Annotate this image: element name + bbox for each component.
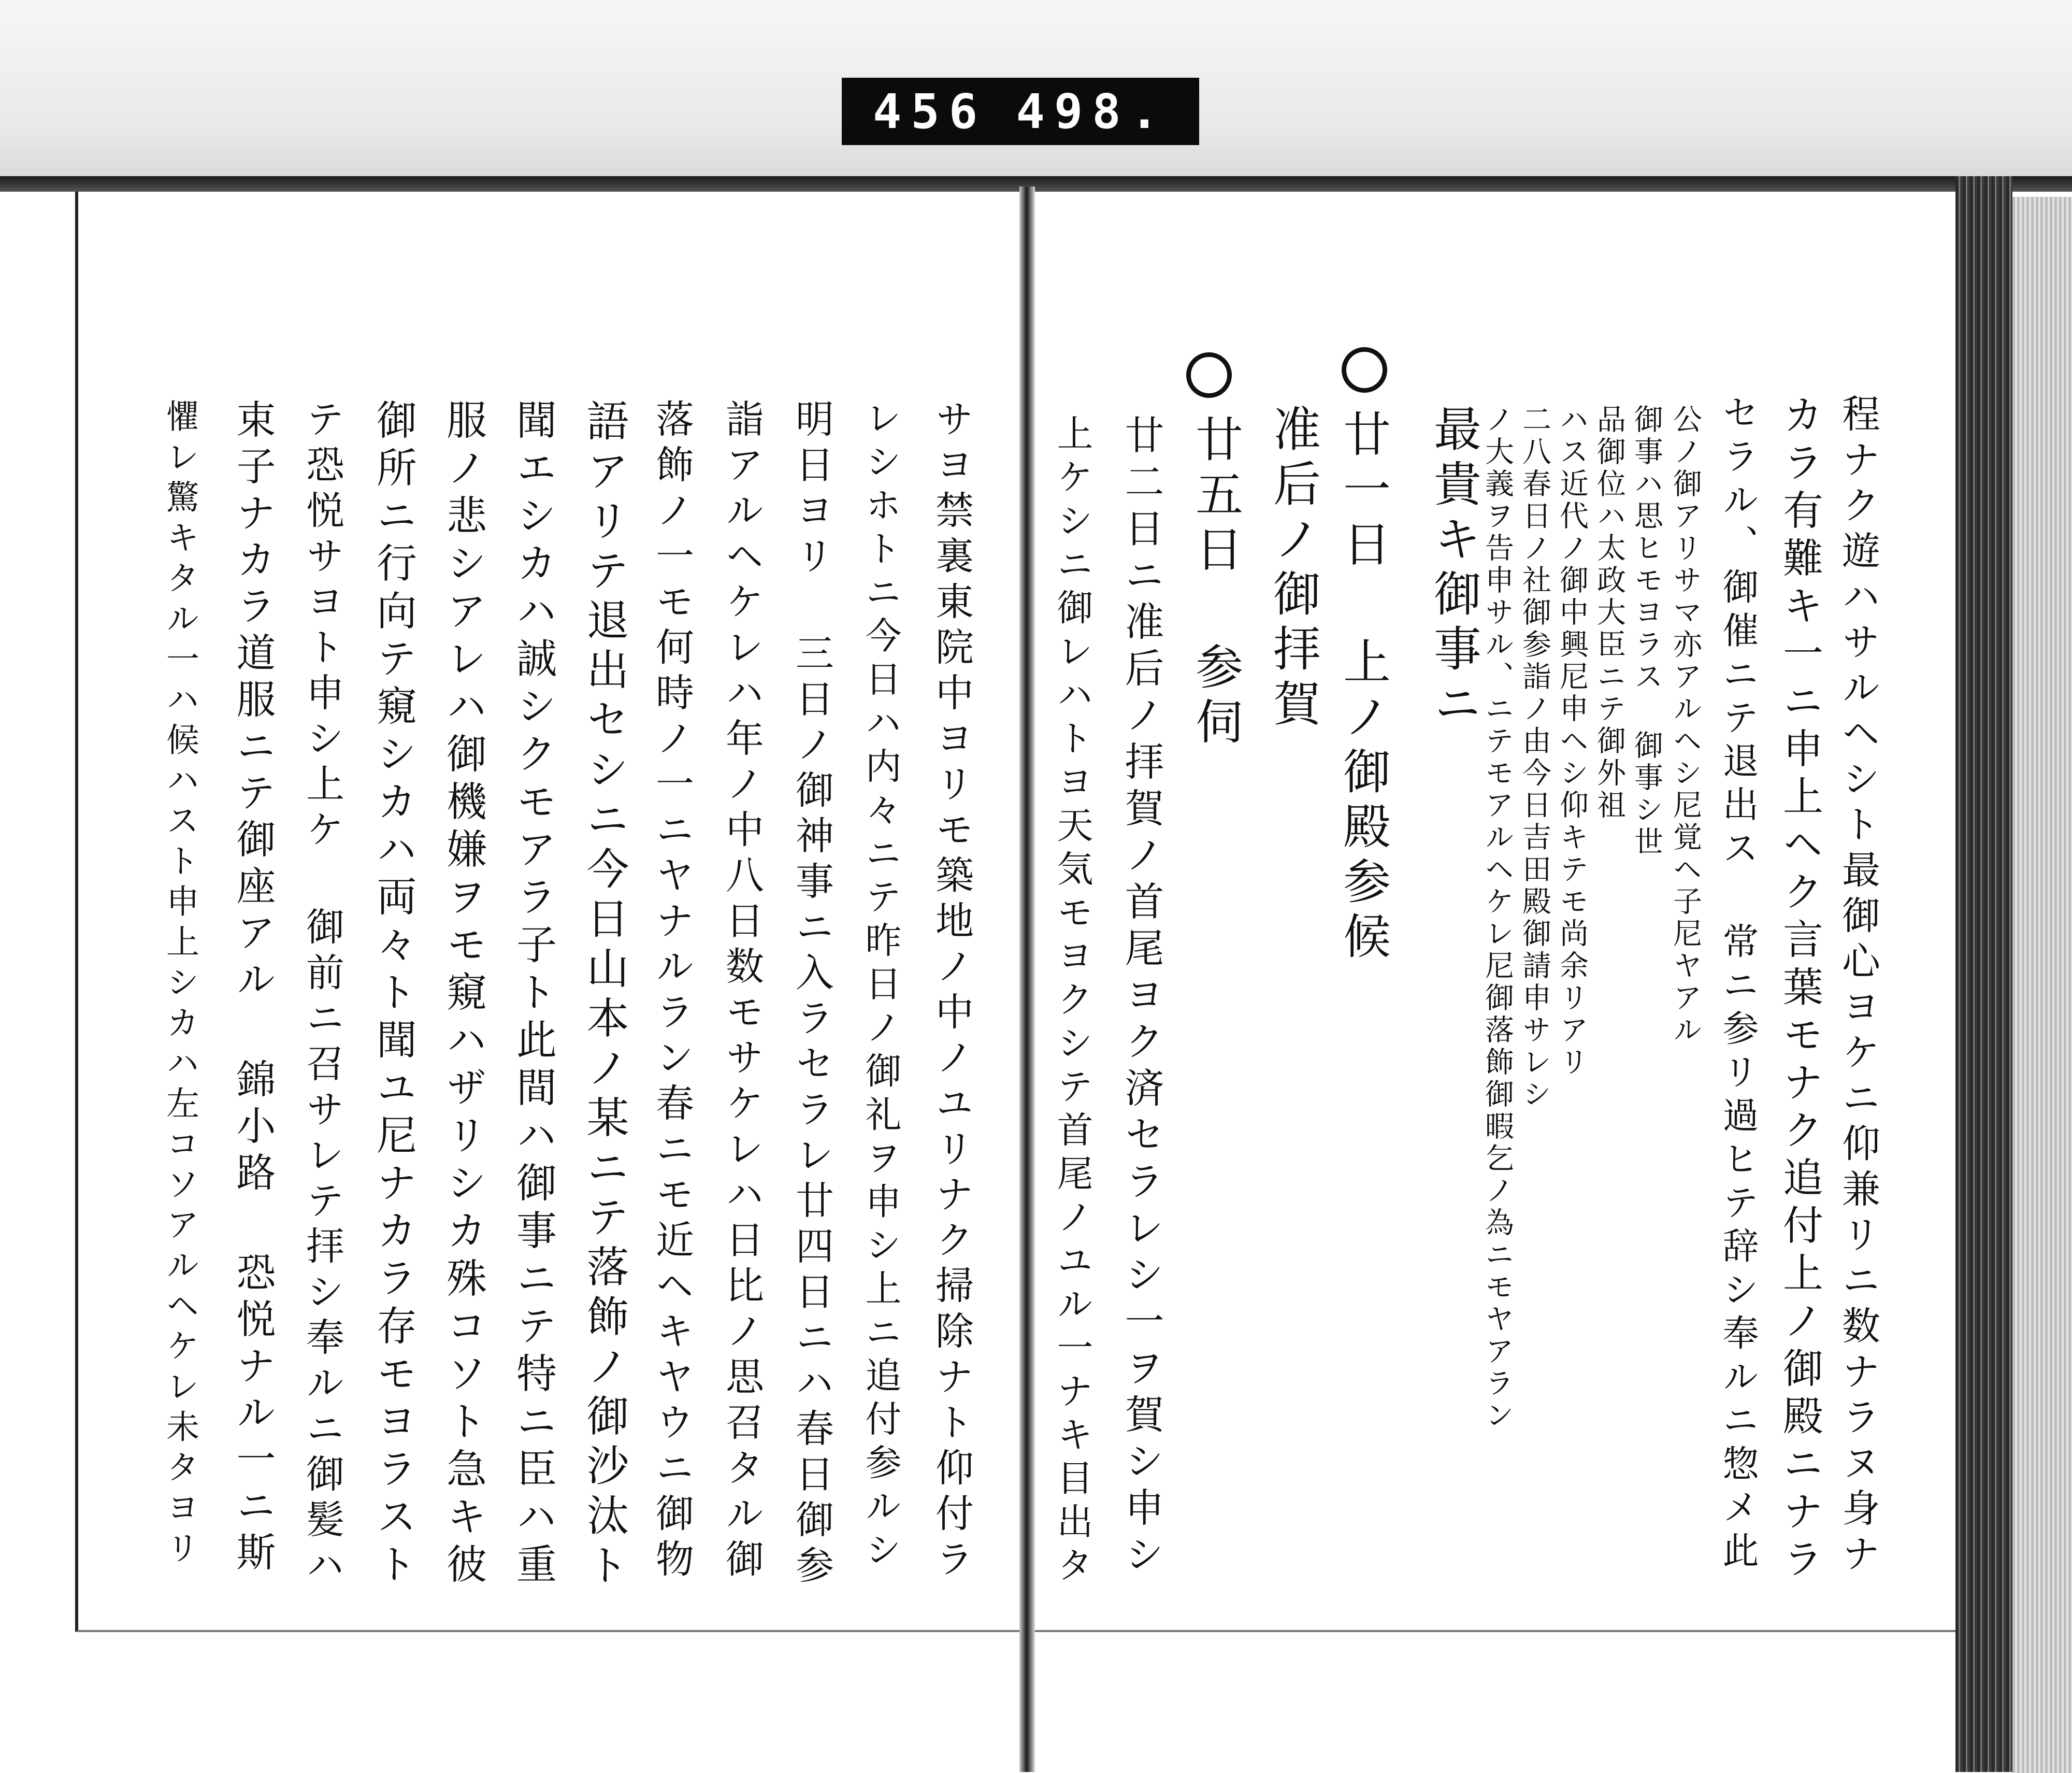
heading-circle-mark-2 bbox=[1186, 352, 1232, 398]
left-col-3: 明日ヨリ 三日ノ御神事ニ入ラセラレ廿四日ニハ春日御参 bbox=[789, 399, 834, 1591]
right-col-9: ノ大義ヲ告申サル、ニテモアルヘケレ尼御落飾御暇乞ノ為ニモヤアラン bbox=[1480, 404, 1514, 1432]
right-col-b1: 廿二日ニ准后ノ拝賀ノ首尾ヨク済セラレシ一ヲ賀シ申シ bbox=[1118, 414, 1164, 1580]
left-col-10: テ恐悦サヨト申シ上ケ 御前ニ召サレテ拝シ奉ルニ御髪ハ bbox=[300, 399, 344, 1591]
left-col-8: 服ノ悲シアレハ御機嫌ヲモ窺ハザリシカ殊コソト急キ彼 bbox=[440, 399, 486, 1591]
left-col-1: サヨ禁裏東院中ヨリモ築地ノ中ノユリナク掃除ナト仰付ラ bbox=[929, 399, 974, 1584]
label-right-number: 498. bbox=[1016, 83, 1168, 139]
heading-haiga: 准后ノ御拝賀 bbox=[1265, 404, 1321, 734]
left-col-5: 落飾ノ一モ何時ノ一ニヤナルラン春ニモ近ヘキヤウニ御物 bbox=[650, 399, 694, 1584]
left-col-4: 詣アルヘケレハ年ノ中八日数モサケレハ日比ノ思召タル御 bbox=[720, 399, 764, 1584]
left-col-12: 懼レ驚キタル一ハ候ハスト申上シカハ左コソアルヘケレ未タヨリ bbox=[161, 399, 199, 1571]
heading-21: 廿一日 上ノ御殿参候 bbox=[1335, 409, 1391, 966]
right-col-2: カラ有難キ一ニ申上ヘク言葉モナク追付上ノ御殿ニナラ bbox=[1776, 394, 1823, 1585]
right-col-8: 二八春日ノ社御参詣ノ由今日吉田殿御請申サレシ bbox=[1518, 404, 1551, 1111]
right-col-3: セラル、御催ニテ退出ス 常ニ参リ過ヒテ辞シ奉ルニ惣メ此 bbox=[1717, 394, 1759, 1575]
right-col-1: 程ナク遊ハサルヘシト最御心ヨケニ仰兼リニ数ナラヌ身ナ bbox=[1836, 394, 1880, 1579]
right-col-6: 品御位ハ太政大臣ニテ御外祖 bbox=[1592, 404, 1626, 822]
left-col-9: 御所ニ行向テ窺シカハ両々ト聞ユ尼ナカラ存モヨラスト bbox=[370, 399, 416, 1591]
book-gutter bbox=[1019, 187, 1035, 1772]
left-col-7: 聞エシカハ誠シクモアラ子ト此間ハ御事ニテ特ニ臣ハ重 bbox=[510, 399, 556, 1591]
left-col-11: 束子ナカラ道服ニテ御座アル 錦小路 恐悦ナル一ニ斯 bbox=[230, 399, 276, 1578]
right-col-b2: 上ケシニ御レハトヨ天気モヨクシテ首尾ノユル一ナキ目出タ bbox=[1051, 414, 1093, 1590]
heading-circle-mark bbox=[1342, 347, 1387, 393]
book-fore-edge-pages bbox=[2012, 197, 2072, 1773]
book-fore-edge bbox=[1955, 176, 2012, 1772]
left-col-2: レシホトニ今日ハ内々ニテ昨日ノ御礼ヲ申シ上ニ追付参ルシ bbox=[859, 399, 902, 1574]
right-col-7: ハス近代ノ御中興尼申ヘシ仰キテモ尚余リアリ bbox=[1555, 404, 1589, 1079]
heading-25: 廿五日 参伺 bbox=[1188, 414, 1243, 752]
left-col-6: 語アリテ退出セシニ今日山本ノ某ニテ落飾ノ御沙汰ト bbox=[580, 399, 629, 1593]
right-col-5: 御事ハ思ヒモヨラス 御事シ世 bbox=[1630, 404, 1663, 859]
right-col-10: 最貴キ御事ニ bbox=[1426, 404, 1481, 734]
book-top-edge bbox=[0, 176, 2072, 192]
page-number-label bbox=[842, 78, 1199, 145]
right-col-4: 公ノ御アリサマ亦アルヘシ尼覚ヘ子尼ヤアル bbox=[1668, 404, 1702, 1047]
label-left-number: 456 bbox=[873, 83, 987, 139]
